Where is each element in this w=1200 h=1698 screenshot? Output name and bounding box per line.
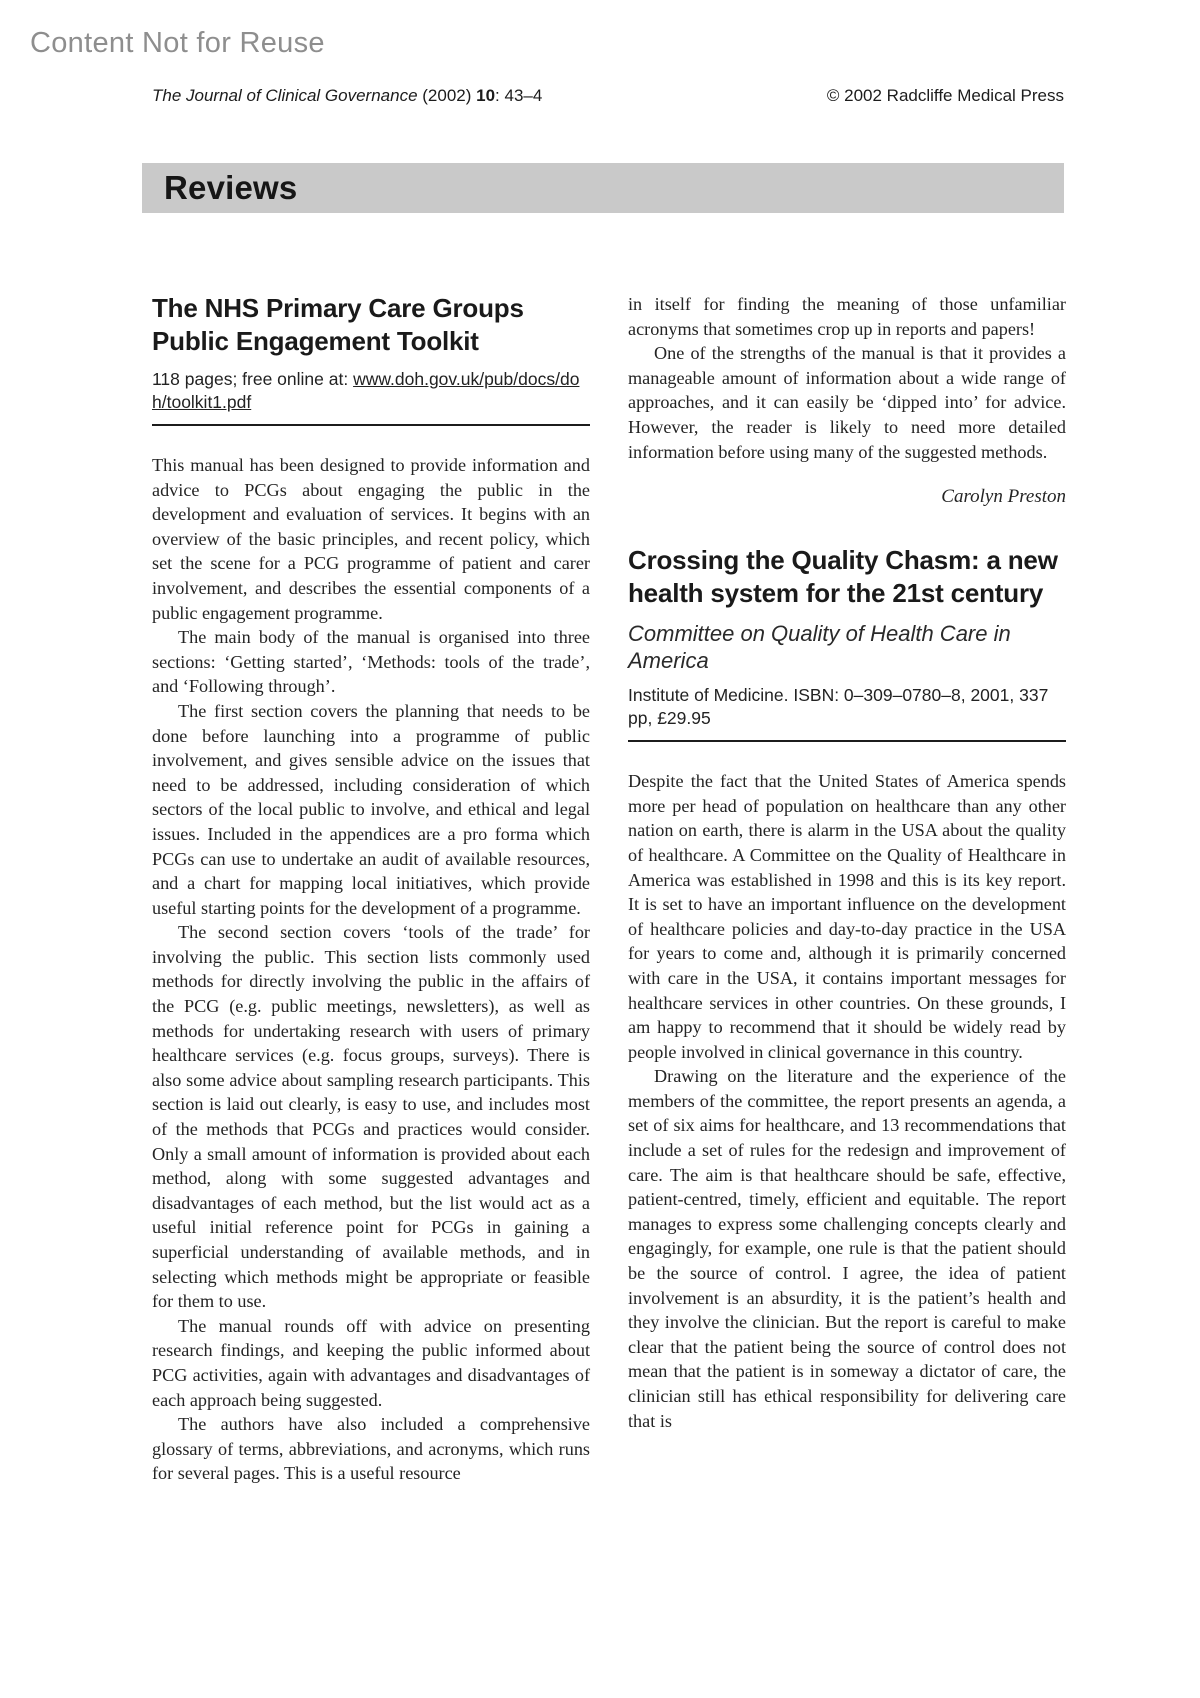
- review-1-author: Carolyn Preston: [941, 486, 1066, 508]
- copyright-notice: © 2002 Radcliffe Medical Press: [826, 86, 1064, 105]
- journal-citation: [152, 86, 542, 106]
- journal-pages: : 43–4: [495, 86, 543, 105]
- page-content: [152, 292, 1066, 1486]
- review-2-meta: Institute of Medicine. ISBN: 0–309–0780–8, 2001, 337 pp, £29.95: [628, 685, 1049, 729]
- paragraph: This manual has been designed to provide information and advice to PCGs about engaging the public in the development and evaluation of services. It begins with an overview of the basic principles, and recent policy, which set the scene for a PCG programme of patient and carer involvement, and describes the essential components of a public engagement programme.: [152, 455, 590, 623]
- paragraph: The main body of the manual is organised into three sections: ‘Getting started’, ‘Methods: tools of the trade’, and ‘Following through’.: [152, 627, 590, 697]
- paragraph: Drawing on the literature and the experience of the members of the committee, the report presents an agenda, a set of six aims for healthcare, and 13 recommendations that include a set of rules for the redesign and improvement of care. The aim is that healthcare should be safe, effective, patient-centred, timely, efficient and equitable. The report manages to express some challenging concepts clearly and engagingly, for example, one rule is that the patient should be the source of control. I agree, the idea of patient involvement is an absurdity, it is the patient’s health and they involve the clinician. But the report is careful to make clear that the patient being the source of control does not mean that the patient is in someway a dictator of care, the clinician still has ethical responsibility for delivering care that is: [628, 1066, 1066, 1431]
- paragraph: Despite the fact that the United States of America spends more per head of population on healthcare than any other nation on earth, there is alarm in the USA about the quality of healthcare. A Committee on the Quality of Healthcare in America was established in 1998 and this is its key report. It is set to have an important influence on the development of healthcare policies and day-to-day practice in the USA for years to come and, although it is primarily concerned with care in the USA, it contains important messages for healthcare services in other countries. On these grounds, I am happy to recommend that it should be widely read by people involved in clinical governance in this country.: [628, 771, 1066, 1062]
- paragraph: in itself for finding the meaning of those unfamiliar acronyms that sometimes crop up in reports and papers!: [628, 294, 1066, 339]
- review-2-title: Crossing the Quality Chasm: a new health system for the 21st century: [628, 545, 1058, 609]
- review-1: [152, 292, 590, 1486]
- review-2: [628, 544, 1066, 1433]
- journal-volume: 10: [476, 86, 496, 105]
- review-2-body: [628, 769, 1066, 1433]
- review-1-body: [152, 453, 590, 1486]
- paragraph: The first section covers the planning that needs to be done before launching into a programme of public involvement, and gives sensible advice on the issues that need to be addressed, including consideration of which sectors of the local public to involve, and ethical and legal issues. Included in the appendices are a pro forma which PCGs can use to undertake an audit of available resources, and a chart for mapping local initiatives, which provide useful starting points for the development of a programme.: [152, 700, 590, 918]
- paragraph: The manual rounds off with advice on presenting research findings, and keeping the public informed about PCG activities, again with advantages and disadvantages of each approach being suggested.: [152, 1315, 590, 1410]
- title-divider: [152, 424, 590, 426]
- paragraph: One of the strengths of the manual is that it provides a manageable amount of information about a wide range of approaches, and it can easily be ‘dipped into’ for advice. However, the reader is likely to need more detailed information before using many of the suggested methods.: [628, 343, 1066, 462]
- review-1-body-continued: [628, 292, 1066, 464]
- review-1-title: The NHS Primary Care Groups Public Engagement Toolkit: [152, 293, 524, 356]
- journal-header: [152, 86, 1064, 106]
- review-1-meta: [152, 368, 590, 414]
- review-1-meta-prefix: 118 pages; free online at:: [152, 369, 354, 389]
- reviews-banner: [142, 163, 1064, 213]
- journal-title: The Journal of Clinical Governance: [152, 86, 418, 105]
- review-2-subtitle: Committee on Quality of Health Care in America: [628, 621, 1011, 674]
- paragraph: The second section covers ‘tools of the trade’ for involving the public. This section lists commonly used methods for directly involving the public in the affairs of the PCG (e.g. public meetings, newsletters), as well as methods for undertaking research with users of primary healthcare services (e.g. focus groups, surveys). There is also some advice about sampling research participants. This section is laid out clearly, is easy to use, and includes most of the methods that PCGs and practices would consider. Only a small amount of information is provided about each method, along with some suggested advantages and disadvantages of each method, but the list would act as a useful initial reference point for PCGs in gaining a superficial understanding of available methods, and in selecting which methods might be appropriate or feasible for them to use.: [152, 922, 590, 1312]
- right-column: [628, 292, 1066, 1486]
- journal-year: (2002): [417, 86, 477, 105]
- title-divider: [628, 740, 1066, 742]
- paragraph: The authors have also included a comprehensive glossary of terms, abbreviations, and acronyms, which runs for several pages. This is a useful resource: [152, 1414, 590, 1484]
- left-column: [152, 292, 590, 1486]
- review-1-url-link[interactable]: www.doh.gov.uk/pub/docs/doh/toolkit1.pdf: [152, 369, 580, 412]
- section-title: Reviews: [164, 169, 298, 206]
- watermark-text: Content Not for Reuse: [30, 27, 325, 59]
